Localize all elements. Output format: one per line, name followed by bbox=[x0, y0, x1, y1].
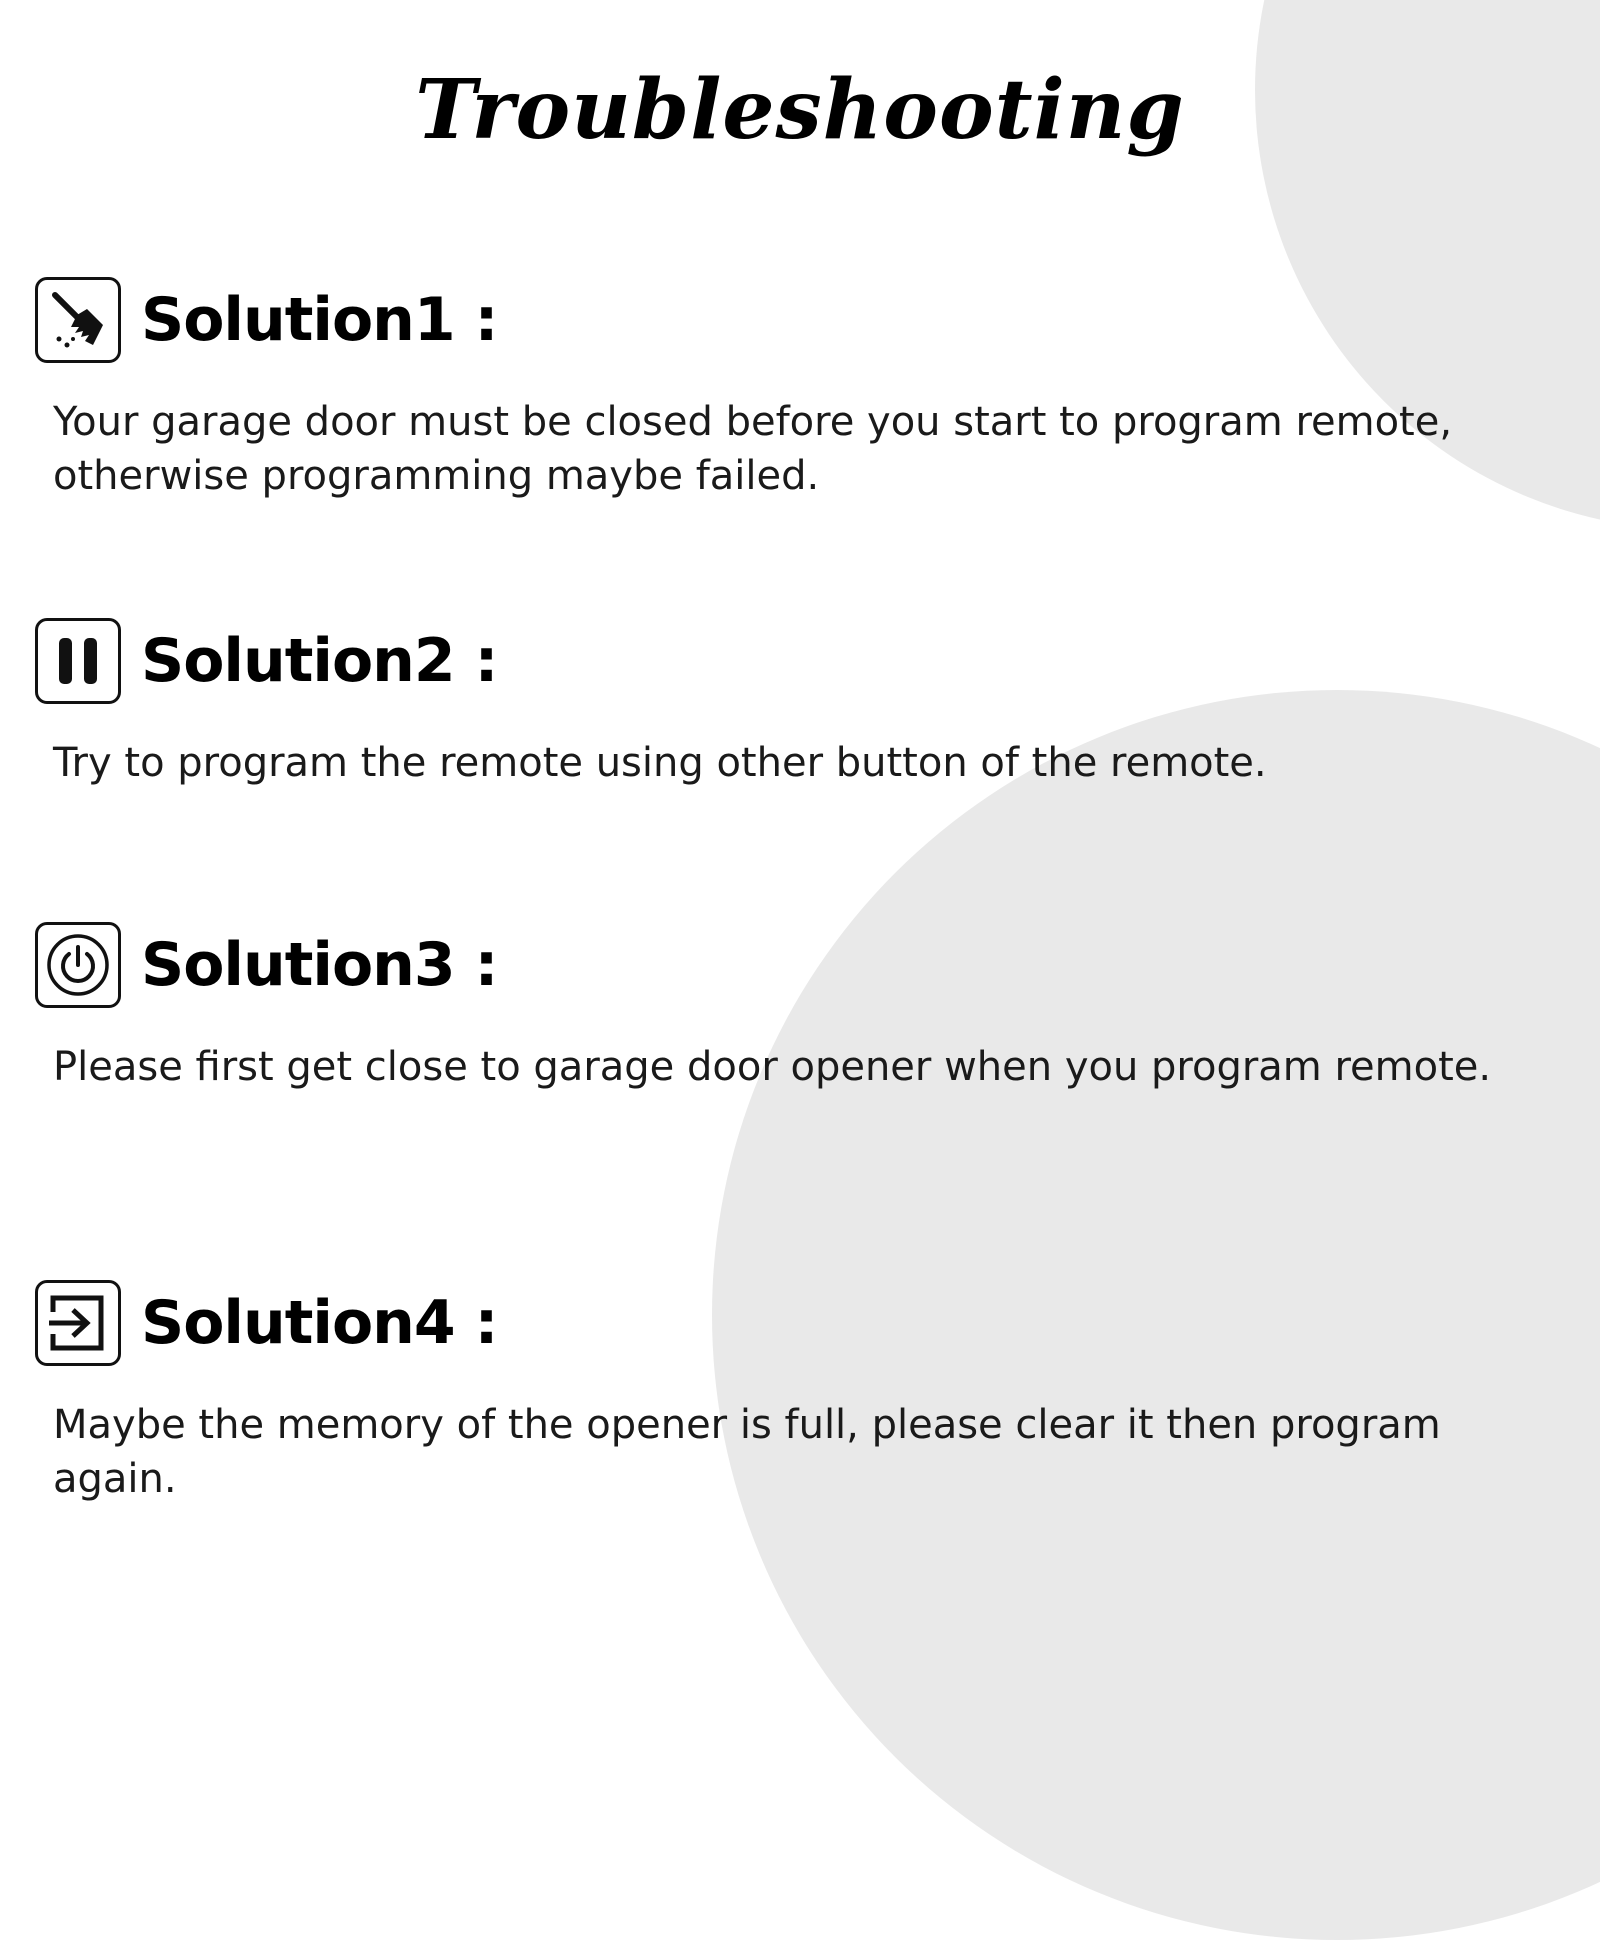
pause-icon bbox=[35, 618, 121, 704]
solution-title-1: Solution1 : bbox=[141, 285, 498, 355]
solution-text-3: Please first get close to garage door opener when you program remote. bbox=[53, 1044, 1492, 1090]
broom-icon bbox=[35, 277, 121, 363]
solution-section-4 bbox=[35, 1278, 1555, 1506]
power-icon bbox=[35, 922, 121, 1008]
solution-header-3 bbox=[35, 920, 1555, 1010]
solution-title-3: Solution3 : bbox=[141, 930, 498, 1000]
enter-icon bbox=[35, 1280, 121, 1366]
solution-section-2 bbox=[35, 616, 1555, 790]
solution-title-2: Solution2 : bbox=[141, 626, 498, 696]
solution-text-2: Try to program the remote using other button of the remote. bbox=[53, 740, 1267, 786]
page-title: Troubleshooting bbox=[415, 62, 1185, 158]
solution-section-3 bbox=[35, 920, 1555, 1094]
solution-header-4 bbox=[35, 1278, 1555, 1368]
solution-header-1 bbox=[35, 275, 1555, 365]
solution-title-4: Solution4 : bbox=[141, 1288, 498, 1358]
solution-text-4: Maybe the memory of the opener is full, please clear it then program again. bbox=[53, 1402, 1441, 1502]
solution-text-1: Your garage door must be closed before you start to program remote, otherwise programming maybe failed. bbox=[53, 399, 1453, 499]
solution-header-2 bbox=[35, 616, 1555, 706]
solution-section-1 bbox=[35, 275, 1555, 503]
